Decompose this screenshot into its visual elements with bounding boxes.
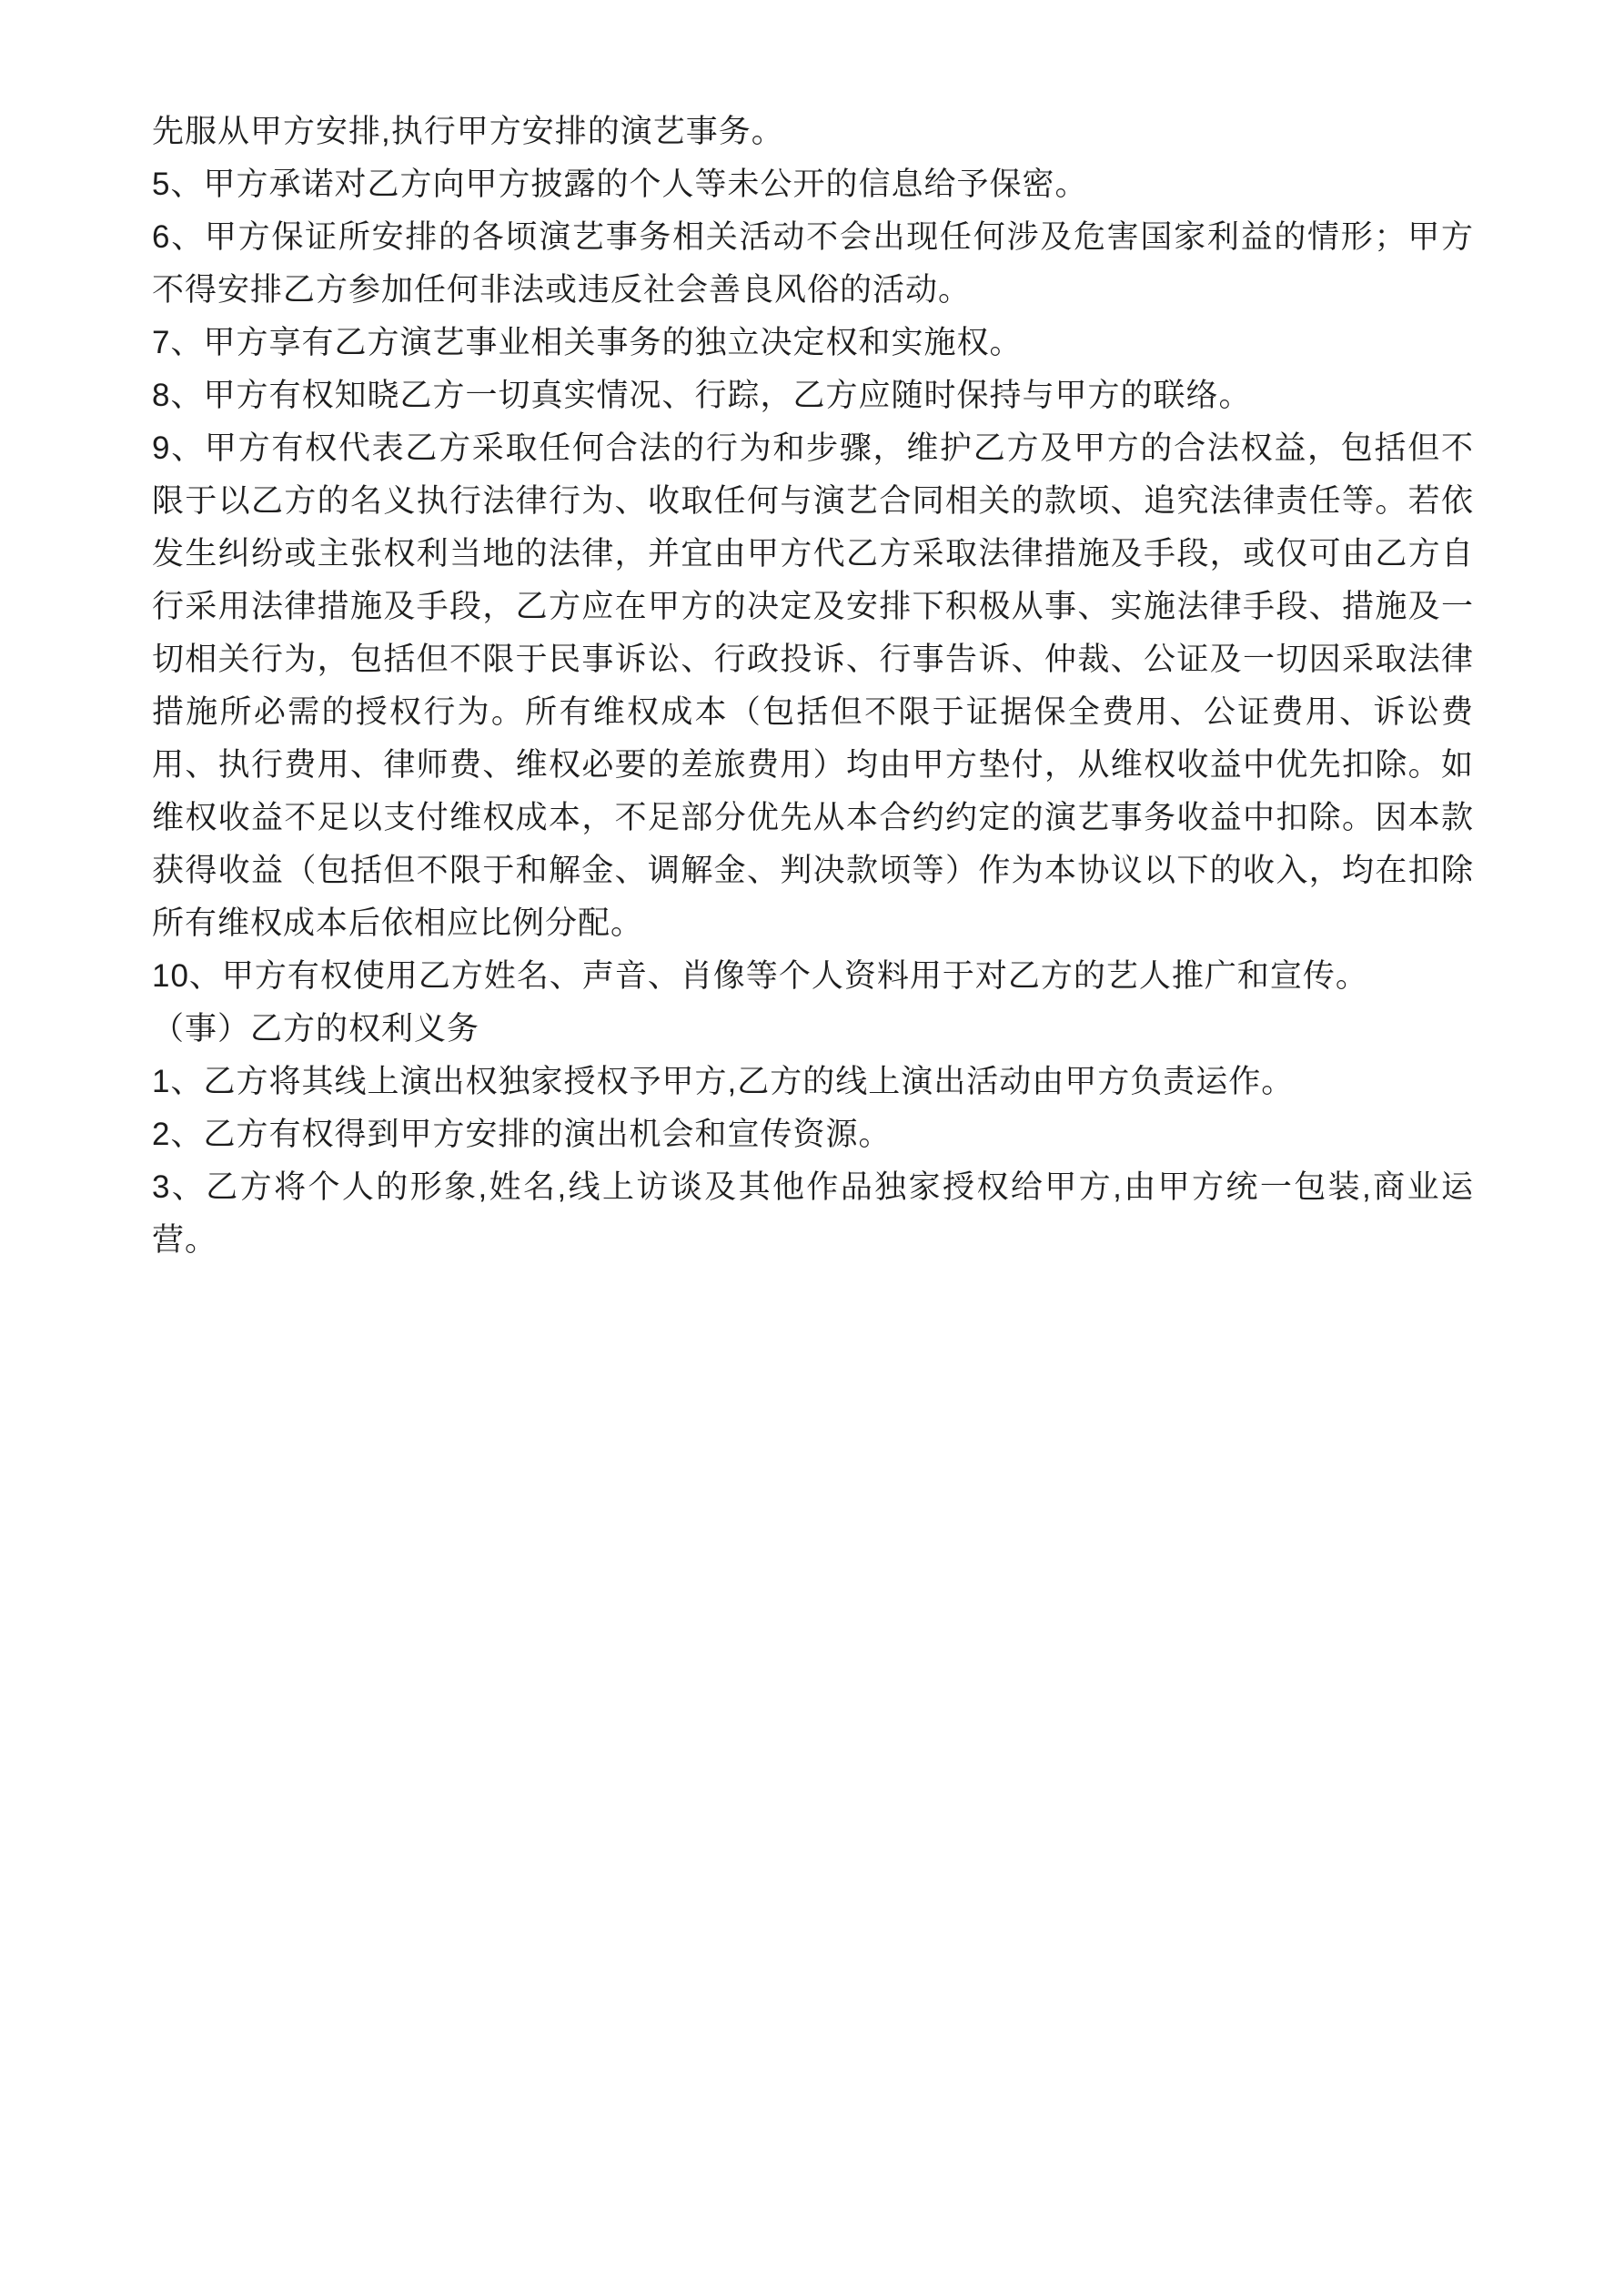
paragraph-item-10: 10、甲方有权使用乙方姓名、声音、肖像等个人资料用于对乙方的艺人推广和宣传。 xyxy=(152,958,1368,994)
document-body xyxy=(152,106,1474,1267)
paragraph-item-9: 9、甲方有权代表乙方采取任何合法的行为和步骤，维护乙方及甲方的合法权益，包括但不限于以乙方的名义执行法律行为、收取任何与演艺合同相关的款顷、追究法律责任等。若依发生纠纷或主张权利当地的法律，并宜由甲方代乙方采取法律措施及手段，或仅可由乙方自行采用法律措施及手段，乙方应在甲方的决定及安排下积极从事、实施法律手段、措施及一切相关行为，包括但不限于民事诉讼、行政投诉、行事告诉、仲裁、公证及一切因采取法律措施所必需的授权行为。所有维权成本（包括但不限于证据保全费用、公证费用、诉讼费用、执行费用、律师费、维权必要的差旅费用）均由甲方垫付，从维权收益中优先扣除。如维权收益不足以支付维权成本，不足部分优先从本合约约定的演艺事务收益中扣除。因本款获得收益（包括但不限于和解金、调解金、判决款顷等）作为本协议以下的收入，均在扣除所有维权成本后依相应比例分配。 xyxy=(152,430,1474,941)
section-heading-party-b-rights: （事）乙方的权利义务 xyxy=(152,1011,480,1047)
paragraph-item-7: 7、甲方享有乙方演艺事业相关事务的独立决定权和实施权。 xyxy=(152,325,1023,360)
paragraph-item-8: 8、甲方有权知晓乙方一切真实情况、行踪，乙方应随时保持与甲方的联络。 xyxy=(152,378,1252,413)
paragraph-item-5: 5、甲方承诺对乙方向甲方披露的个人等未公开的信息给予保密。 xyxy=(152,167,1088,202)
paragraph-item-b2: 2、乙方有权得到甲方安排的演出机会和宣传资源。 xyxy=(152,1117,892,1152)
paragraph-item-b1: 1、乙方将其线上演出权独家授权予甲方,乙方的线上演出活动由甲方负责运作。 xyxy=(152,1064,1295,1099)
paragraph-item-b3: 3、乙方将个人的形象,姓名,线上访谈及其他作品独家授权给甲方,由甲方统一包装,商业运营。 xyxy=(152,1169,1474,1258)
paragraph-item-6: 6、甲方保证所安排的各顷演艺事务相关活动不会出现任何涉及危害国家利益的情形；甲方不得安排乙方参加任何非法或违反社会善良风俗的活动。 xyxy=(152,219,1474,308)
paragraph-continuation: 先服从甲方安排,执行甲方安排的演艺事务。 xyxy=(152,114,784,149)
